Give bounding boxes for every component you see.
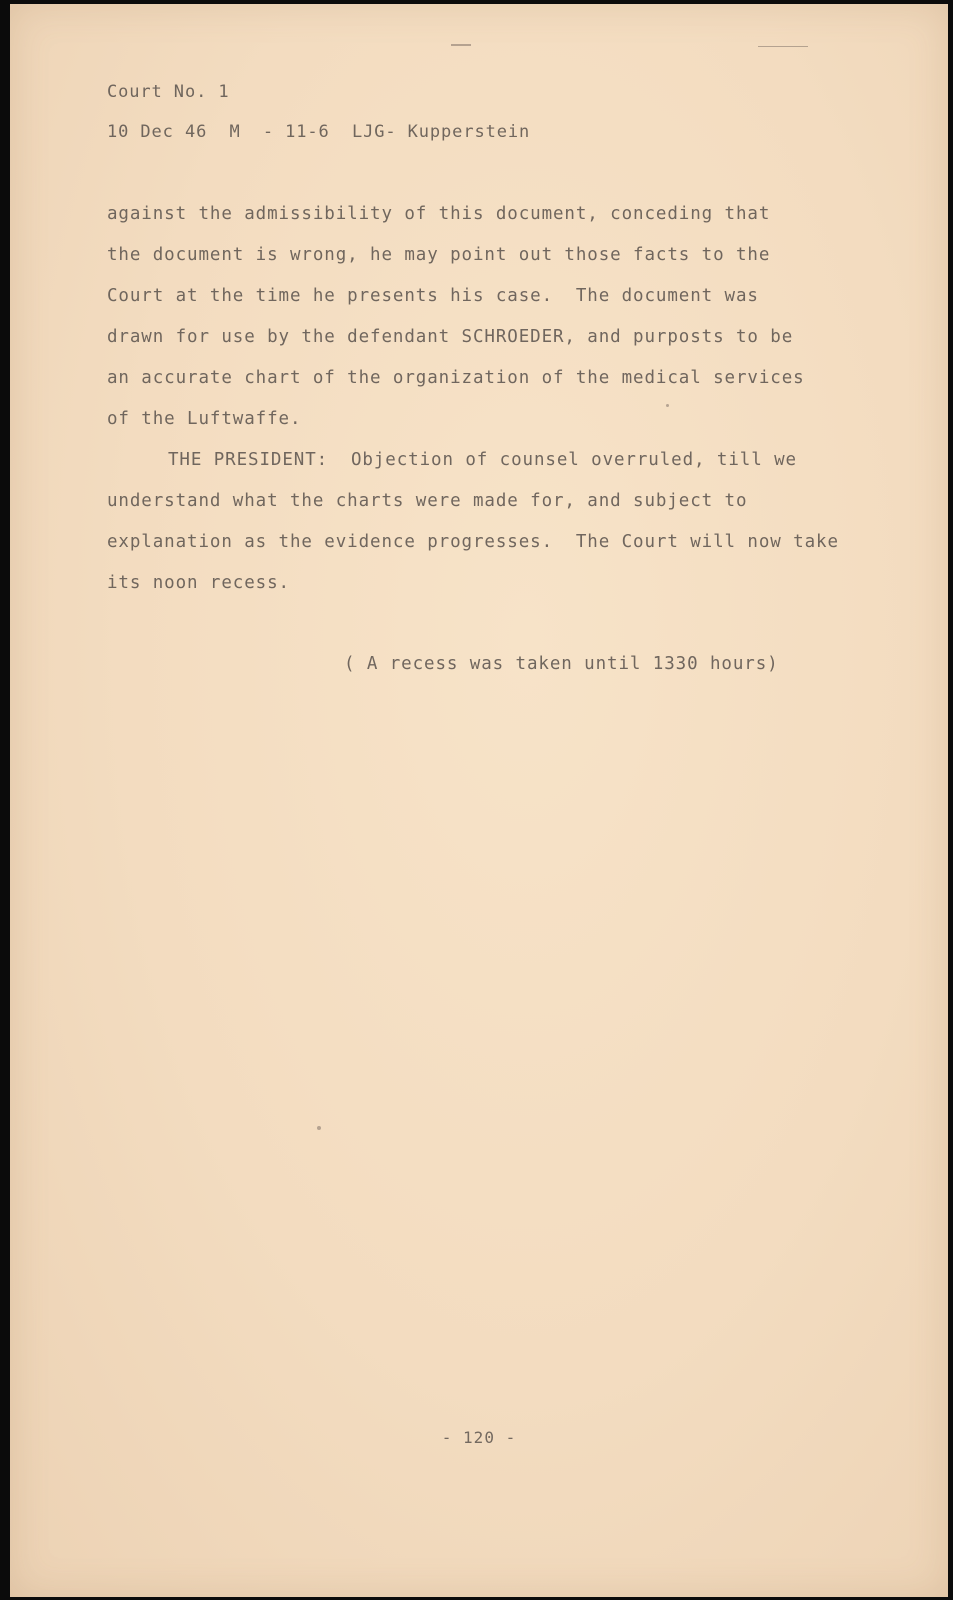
president-line: understand what the charts were made for, and subject to xyxy=(107,491,748,511)
body-line: drawn for use by the defendant SCHROEDER, and purposts to be xyxy=(107,327,794,347)
president-line: explanation as the evidence progresses. The Court will now take xyxy=(107,532,839,552)
president-line: its noon recess. xyxy=(107,573,290,593)
body-line: of the Luftwaffe. xyxy=(107,409,302,429)
session-reference: 10 Dec 46 M - 11-6 LJG- Kupperstein xyxy=(107,122,531,142)
body-line: the document is wrong, he may point out those facts to the xyxy=(107,245,771,265)
document-page xyxy=(10,4,948,1597)
president-line: THE PRESIDENT: Objection of counsel overruled, till we xyxy=(168,450,797,470)
recess-note: ( A recess was taken until 1330 hours) xyxy=(344,654,779,674)
body-line: against the admissibility of this document, conceding that xyxy=(107,204,771,224)
ink-dot xyxy=(317,1126,321,1130)
body-line: an accurate chart of the organization of the medical services xyxy=(107,368,805,388)
scratch-mark xyxy=(758,46,808,47)
scratch-mark xyxy=(451,44,471,46)
page-number: - 120 - xyxy=(441,1428,517,1447)
body-line: Court at the time he presents his case. The document was xyxy=(107,286,759,306)
ink-dot xyxy=(666,404,669,407)
court-number: Court No. 1 xyxy=(107,82,230,102)
